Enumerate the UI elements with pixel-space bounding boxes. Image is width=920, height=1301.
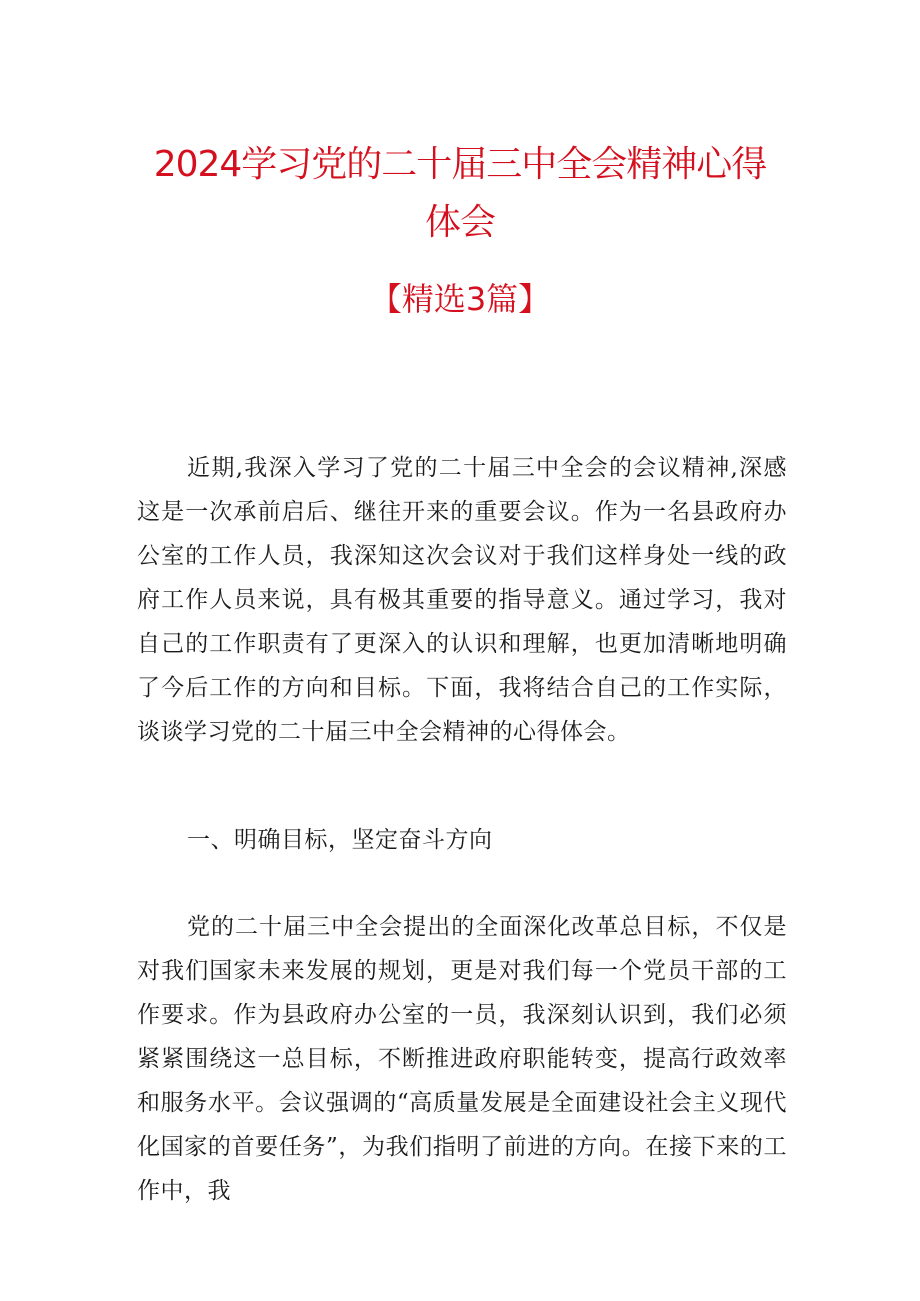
- section-heading-1: 一、明确目标，坚定奋斗方向: [187, 827, 493, 853]
- document-title-line1: 2024学习党的二十届三中全会精神心得: [153, 144, 767, 185]
- document-subtitle: 【精选3篇】: [369, 280, 551, 318]
- paragraph-intro: 近期,我深入学习了党的二十届三中全会的会议精神,深感这是一次承前启后、继往开来的重要会议。作为一名县政府办公室的工作人员，我深知这次会议对于我们这样身处一线的政府工作人员来说，具有极其重要的指导意义。通过学习，我对自己的工作职责有了更深入的认识和理解，也更加清晰地明确了今后工作的方向和目标。下面，我将结合自己的工作实际，谈谈学习党的二十届三中全会精神的心得体会。: [137, 455, 787, 745]
- document-title-line2: 体会: [424, 202, 495, 243]
- paragraph-section-1: 党的二十届三中全会提出的全面深化改革总目标，不仅是对我们国家未来发展的规划，更是对我们每一个党员干部的工作要求。作为县政府办公室的一员，我深刻认识到，我们必须紧紧围绕这一总目标，不断推进政府职能转变，提高行政效率和服务水平。会议强调的“高质量发展是全面建设社会主义现代化国家的首要任务”，为我们指明了前进的方向。在接下来的工作中，我: [137, 914, 787, 1204]
